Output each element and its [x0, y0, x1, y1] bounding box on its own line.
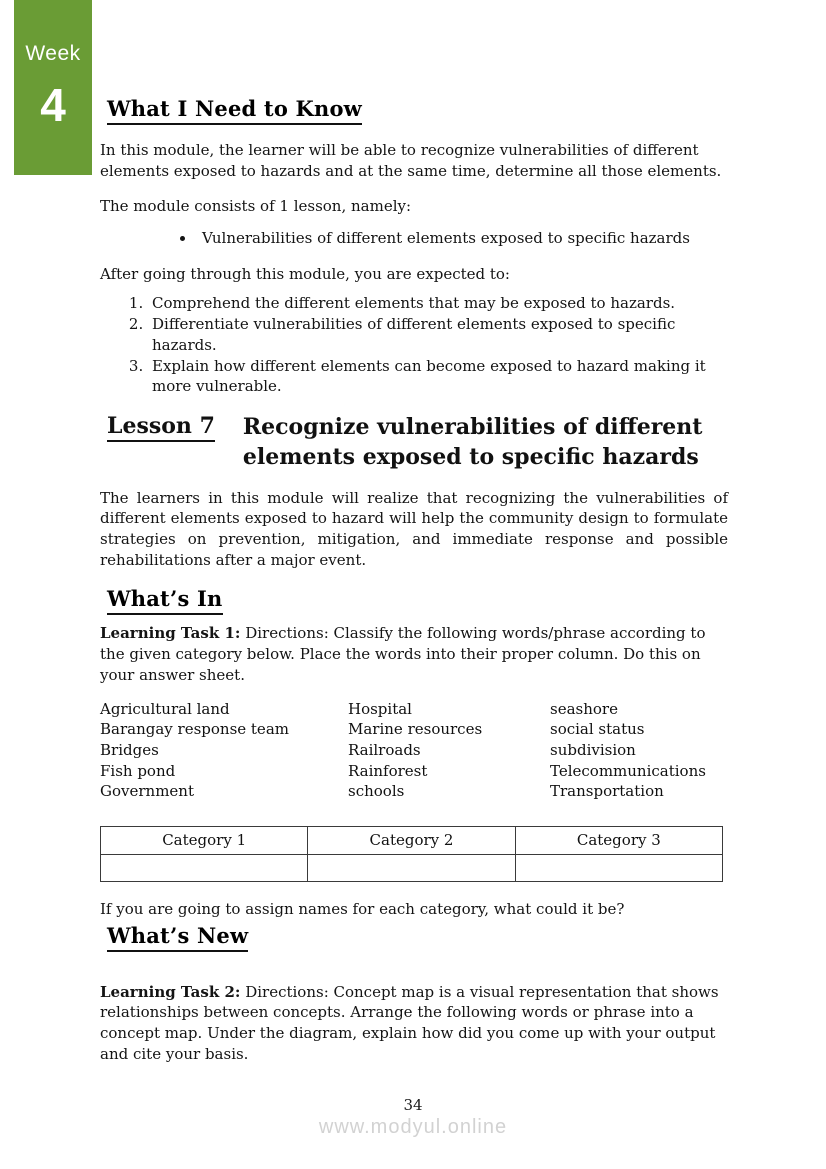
word-item: Bridges [100, 740, 159, 759]
word-item: schools [348, 782, 405, 801]
word-item: Railroads [348, 740, 421, 759]
lesson-bullet-list [100, 228, 728, 249]
heading-whats-new: What’s New [107, 923, 248, 952]
module-consists-line: The module consists of 1 lesson, namely: [100, 197, 412, 216]
category-table-header-row [101, 826, 723, 854]
classification-word-columns [100, 699, 728, 802]
learning-task-2-label: Learning Task 2: [100, 982, 241, 1001]
word-column-1 [100, 699, 348, 802]
lesson-bullet-item: • Vulnerabilities of different elements exposed to specific hazards [196, 228, 728, 249]
category-table [100, 826, 723, 882]
page-number: 34 [403, 1096, 423, 1114]
lesson-description: The learners in this module will realize that recognizing the vulnerabilities of different elements exposed to hazard will help the community design to formulate strategies on prevention, mitigation, and immediate response and possible rehabilitations after a major event. [100, 488, 728, 569]
word-column-3 [550, 699, 728, 802]
learning-task-1-text: Directions: Classify the following words/phrase according to the given category below. Place the words into their proper column. Do this on your answer sheet. [100, 624, 706, 684]
intro-paragraph: In this module, the learner will be able to recognize vulnerabilities of different elements exposed to hazards and at the same time, determine all those elements. [100, 141, 722, 180]
word-item: seashore [550, 699, 618, 718]
objective-item: 2. Differentiate vulnerabilities of different elements exposed to specific hazards. [148, 314, 728, 355]
lesson-heading-row [100, 413, 728, 473]
objective-item: 3. Explain how different elements can become exposed to hazard making it more vulnerable. [148, 356, 728, 397]
word-item: Rainforest [348, 761, 428, 780]
category-2-cell [308, 854, 515, 881]
learning-task-2-paragraph [100, 982, 728, 1065]
word-item: Marine resources [348, 720, 483, 739]
word-item: Agricultural land [100, 699, 230, 718]
word-item: Transportation [550, 782, 664, 801]
lesson-number-label: Lesson 7 [107, 413, 215, 442]
heading-whats-in: What’s In [107, 586, 223, 615]
page-content [100, 0, 728, 1064]
word-item: Fish pond [100, 761, 176, 780]
category-1-header: Category 1 [101, 826, 308, 854]
week-badge-label: Week [25, 42, 81, 65]
word-item: subdivision [550, 740, 636, 759]
learning-task-2-text: Directions: Concept map is a visual representation that shows relationships between concepts. Arrange the following words or phrase into a concept map. Under the diagram, explain how did you come up with your output and cite your basis. [100, 982, 719, 1063]
category-question: If you are going to assign names for each category, what could it be? [100, 899, 625, 918]
category-table-empty-row [101, 854, 723, 881]
watermark: www.modyul.online [318, 1116, 508, 1138]
expectations-intro-line: After going through this module, you are expected to: [100, 264, 510, 283]
lesson-title: Recognize vulnerabilities of different elements exposed to specific hazards [242, 413, 703, 470]
category-3-header: Category 3 [515, 826, 722, 854]
objective-item: 1. Comprehend the different elements that may be exposed to hazards. [148, 293, 728, 314]
word-item: Telecommunications [550, 761, 706, 780]
heading-what-i-need-to-know: What I Need to Know [107, 96, 362, 125]
word-item: Hospital [348, 699, 412, 718]
learning-task-1-paragraph [100, 623, 728, 685]
word-column-2 [348, 699, 550, 802]
week-badge-number: 4 [40, 79, 66, 131]
objectives-list [100, 293, 728, 396]
category-1-cell [101, 854, 308, 881]
word-item: social status [550, 720, 645, 739]
word-item: Government [100, 782, 194, 801]
week-badge [14, 0, 92, 175]
word-item: Barangay response team [100, 720, 289, 739]
learning-task-1-label: Learning Task 1: [100, 624, 241, 643]
category-2-header: Category 2 [308, 826, 515, 854]
category-3-cell [515, 854, 722, 881]
